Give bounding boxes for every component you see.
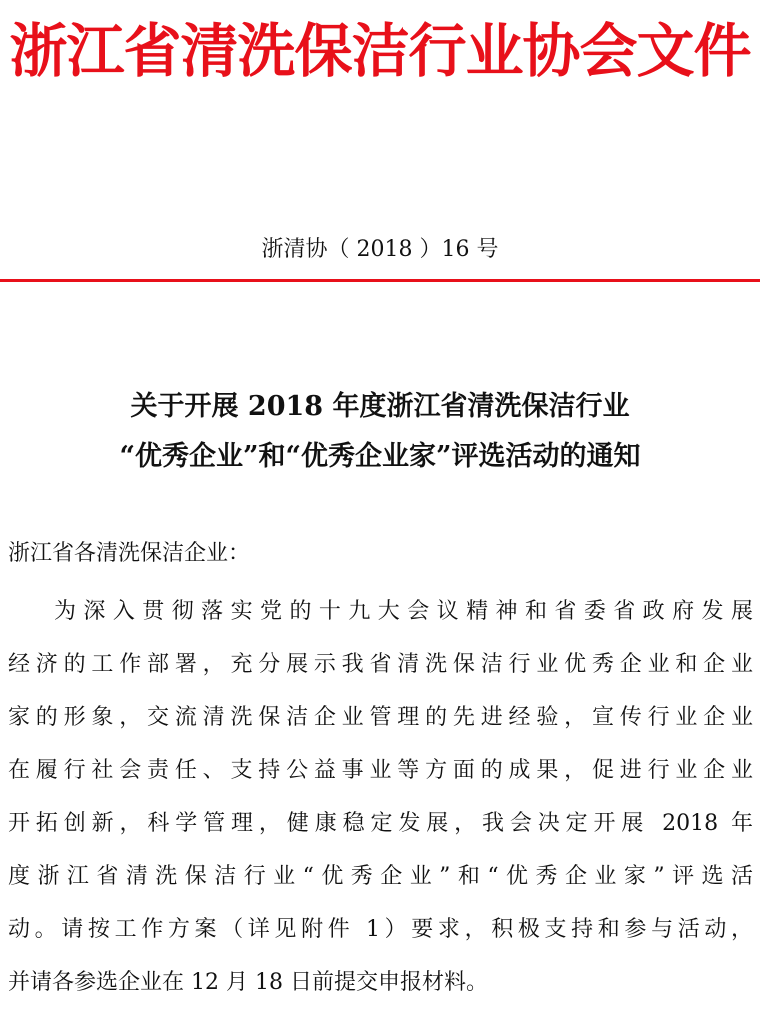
body-line: 家的形象，交流清洗保洁企业管理的先进经验，宣传行业企业 [8, 705, 753, 730]
body-line: 开拓创新，科学管理，健康稳定发展，我会决定开展 2018 年 [8, 811, 753, 836]
notice-body [8, 585, 753, 1009]
body-line: 动。请按工作方案（详见附件 1）要求，积极支持和参与活动， [8, 917, 753, 942]
body-line: 为深入贯彻落实党的十九大会议精神和省委省政府发展 [54, 599, 753, 624]
document-number: 浙清协（ 2018 ）16 号 [261, 237, 499, 262]
masthead-title: 浙江省清洗保洁行业协会文件 [9, 17, 751, 85]
notice-title-line-1: 关于开展 2018 年度浙江省清洗保洁行业 [130, 391, 630, 422]
notice-title-line-2: “优秀企业”和“优秀企业家”评选活动的通知 [119, 441, 641, 472]
notice-title [0, 382, 760, 482]
body-line: 经济的工作部署，充分展示我省清洗保洁行业优秀企业和企业 [8, 652, 753, 677]
body-line: 在履行社会责任、支持公益事业等方面的成果，促进行业企业 [8, 758, 753, 783]
red-divider [0, 279, 760, 282]
salutation: 浙江省各清洗保洁企业： [8, 541, 251, 566]
body-line: 并请各参选企业在 12 月 18 日前提交申报材料。 [8, 970, 488, 995]
body-line: 度浙江省清洗保洁行业“优秀企业”和“优秀企业家”评选活 [8, 864, 753, 889]
